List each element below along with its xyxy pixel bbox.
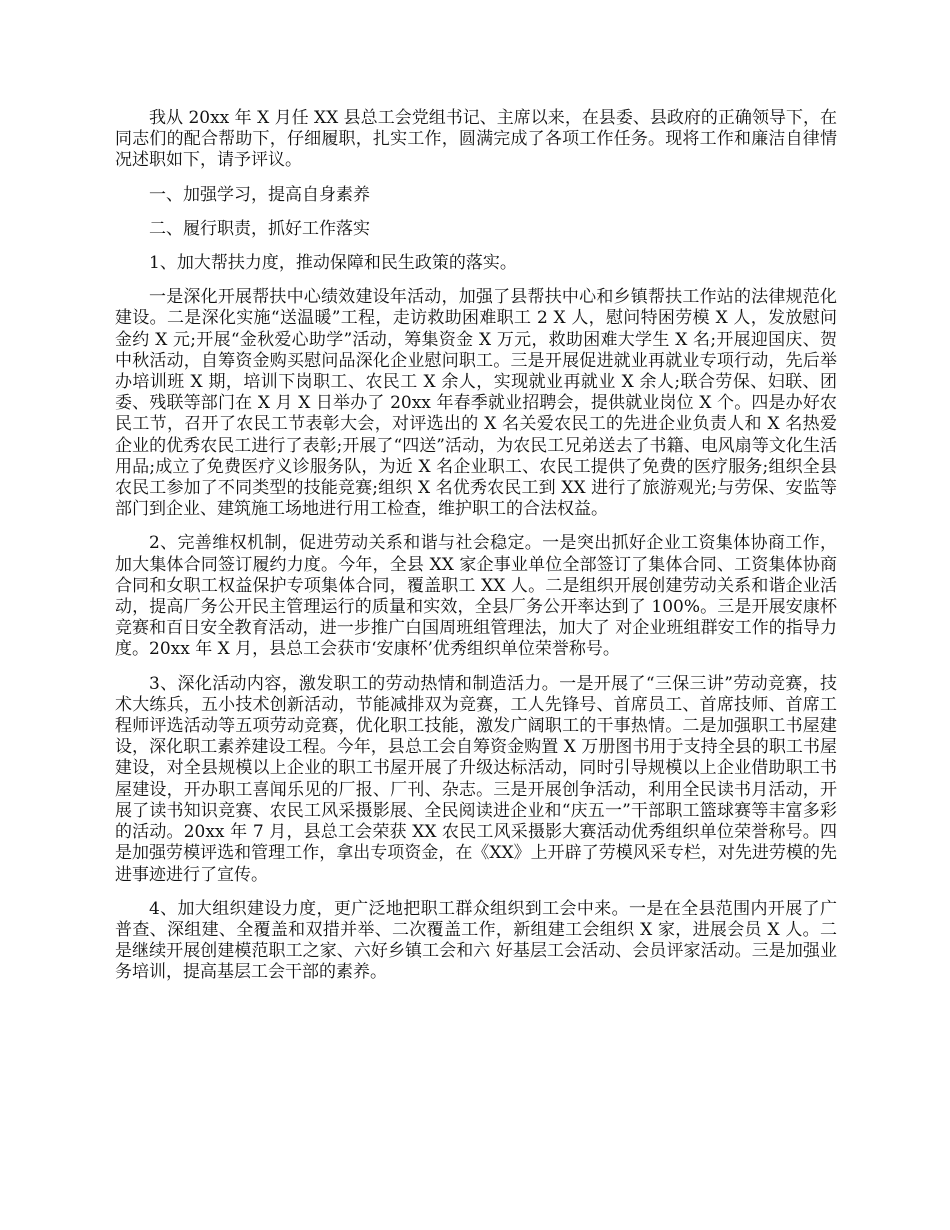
body-paragraph-organization: 4、加大组织建设力度，更广泛地把职工群众组织到工会中来。一是在全县范围内开展了广普查、深组建、全覆盖和双措并举、二次覆盖工作，新组建工会组织 X 家，进展会员 X 人。二是继续开展创建模范职工之家、六好乡镇工会和六 好基层工会活动、会员评家活动。三是加强业务培训，提高基层工会干部的素养。: [115, 898, 837, 983]
subsection-heading-1: 1、加大帮扶力度，推动保障和民生政策的落实。: [149, 253, 517, 274]
section-heading-2: 二、履行职责，抓好工作落实: [149, 218, 370, 239]
section-heading-1: 一、加强学习，提高自身素养: [149, 184, 370, 205]
body-paragraph-activities: 3、深化活动内容，激发职工的劳动热情和制造活力。一是开展了“三保三讲”劳动竞赛，技术大练兵，五小技术创新活动，节能减排双为竞赛，工人先锋号、首席员工、首席技师、首席工程师评选活动等五项劳动竞赛，优化职工技能，激发广阔职工的干事热情。二是加强职工书屋建设，深化职工素养建设工程。今年，县总工会自筹资金购置 X 万册图书用于支持全县的职工书屋建设，对全县规模以上企业的职工书屋开展了升级达标活动，同时引导规模以上企业借助职工书屋建设，开办职工喜闻乐见的厂报、厂刊、杂志。三是开展创争活动，利用全民读书月活动，开展了读书知识竞赛、农民工风采摄影展、全民阅读进企业和“庆五一”干部职工篮球赛等丰富多彩的活动。20xx 年 7 月，县总工会荣获 XX 农民工风采摄影大赛活动优秀组织单位荣誉称号。四是加强劳模评选和管理工作，拿出专项资金，在《XX》上开辟了劳模风采专栏，对先进劳模的先进事迹进行了宣传。: [115, 673, 837, 885]
body-paragraph-rights: 2、完善维权机制，促进劳动关系和谐与社会稳定。一是突出抓好企业工资集体协商工作，加大集体合同签订履约力度。今年，全县 XX 家企事业单位全部签订了集体合同、工资集体协商合同和女职工权益保护专项集体合同，覆盖职工 XX 人。二是组织开展创建劳动关系和谐企业活动，提高厂务公开民主管理运行的质量和实效，全县厂务公开率达到了 100%。三是开展安康杯竞赛和百日安全教育活动，进一步推广白国周班组管理法，加大了 对企业班组群安工作的指导力度。20xx 年 X 月，县总工会获市‘安康杯’优秀组织单位荣誉称号。: [115, 533, 837, 660]
document-body: [115, 108, 837, 997]
intro-paragraph: 我从 20xx 年 X 月任 XX 县总工会党组书记、主席以来，在县委、县政府的正确领导下，在同志们的配合帮助下，仔细履职，扎实工作，圆满完成了各项工作任务。现将工作和廉洁自律情况述职如下，请予评议。: [115, 108, 837, 171]
body-paragraph-assistance: 一是深化开展帮扶中心绩效建设年活动，加强了县帮扶中心和乡镇帮扶工作站的法律规范化建设。二是深化实施“送温暖”工程，走访救助困难职工 2 X 人，慰问特困劳模 X 人，发放慰问金约 X 元;开展“金秋爱心助学”活动，筹集资金 X 万元，救助困难大学生 X 名;开展迎国庆、贺中秋活动，自筹资金购买慰问品深化企业慰问职工。三是开展促进就业再就业专项行动，先后举办培训班 X 期，培训下岗职工、农民工 X 余人，实现就业再就业 X 余人;联合劳保、妇联、团委、残联等部门在 X 月 X 日举办了 20xx 年春季就业招聘会，提供就业岗位 X 个。四是办好农民工节，召开了农民工节表彰大会，对评选出的 X 名关爱农民工的先进企业负责人和 X 名热爱企业的优秀农民工进行了表彰;开展了“四送”活动，为农民工兄弟送去了书籍、电风扇等文化生活用品;成立了免费医疗义诊服务队，为近 X 名企业职工、农民工提供了免费的医疗服务;组织全县农民工参加了不同类型的技能竞赛;组织 X 名优秀农民工到 XX 进行了旅游观光;与劳保、安监等部门到企业、建筑施工场地进行用工检查，维护职工的合法权益。: [115, 287, 837, 520]
